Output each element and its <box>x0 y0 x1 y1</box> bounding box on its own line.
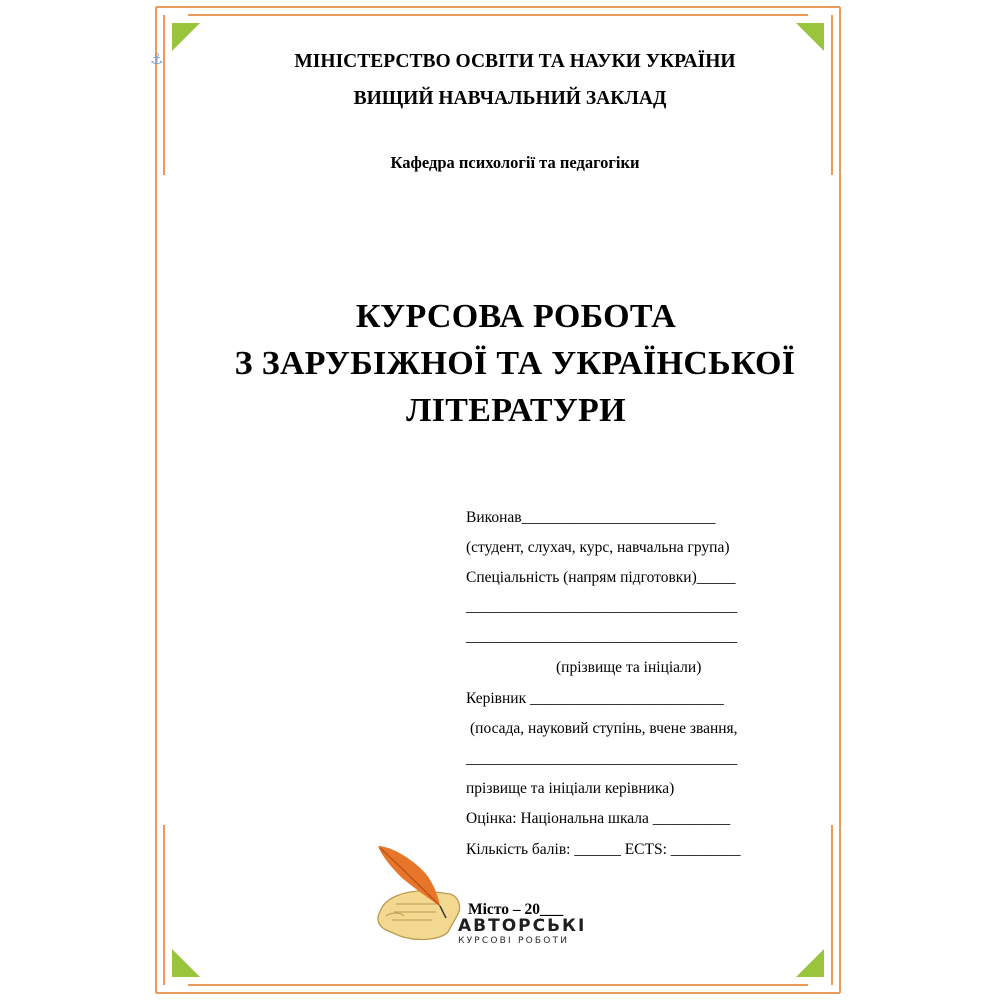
specialty-field: Спеціальність (напрям підготовки)_____ <box>466 569 736 586</box>
corner-triangle-bottom-left <box>172 949 200 977</box>
blank-line: ___________________________________ <box>466 628 738 645</box>
subject-title-line-2: ЛІТЕРАТУРИ <box>406 392 626 429</box>
logo-icon <box>378 846 460 939</box>
corner-triangle-top-left <box>172 23 200 51</box>
grade-field: Оцінка: Національна шкала __________ <box>466 810 731 827</box>
points-field: Кількість балів: ______ ECTS: _________ <box>466 841 741 858</box>
city-year: Місто – 20___ <box>468 901 564 918</box>
name-hint: (прізвище та ініціали) <box>556 659 702 676</box>
logo-title: АВТОРСЬКІ <box>458 916 587 936</box>
corner-triangle-top-right <box>796 23 824 51</box>
logo-subtitle: КУРСОВІ РОБОТИ <box>458 936 570 946</box>
ministry-title: МІНІСТЕРСТВО ОСВІТИ ТА НАУКИ УКРАЇНИ <box>294 51 736 72</box>
performed-by-field: Виконав_________________________ <box>466 509 716 526</box>
supervisor-field: Керівник _________________________ <box>466 690 724 707</box>
blank-line: ___________________________________ <box>466 750 738 767</box>
department-title: Кафедра психології та педагогіки <box>390 153 640 172</box>
supervisor-hint: (посада, науковий ступінь, вчене звання, <box>470 720 738 737</box>
work-type-title: КУРСОВА РОБОТА <box>355 298 677 335</box>
subject-title-line-1: З ЗАРУБІЖНОЇ ТА УКРАЇНСЬКОЇ <box>234 345 796 382</box>
corner-triangle-bottom-right <box>796 949 824 977</box>
blank-line: ___________________________________ <box>466 598 738 615</box>
student-hint: (студент, слухач, курс, навчальна група) <box>466 539 730 556</box>
anchor-mark: ⚓ <box>150 50 164 68</box>
supervisor-name-hint: прізвище та ініціали керівника) <box>466 780 675 797</box>
institution-title: ВИЩИЙ НАВЧАЛЬНИЙ ЗАКЛАД <box>353 88 667 109</box>
